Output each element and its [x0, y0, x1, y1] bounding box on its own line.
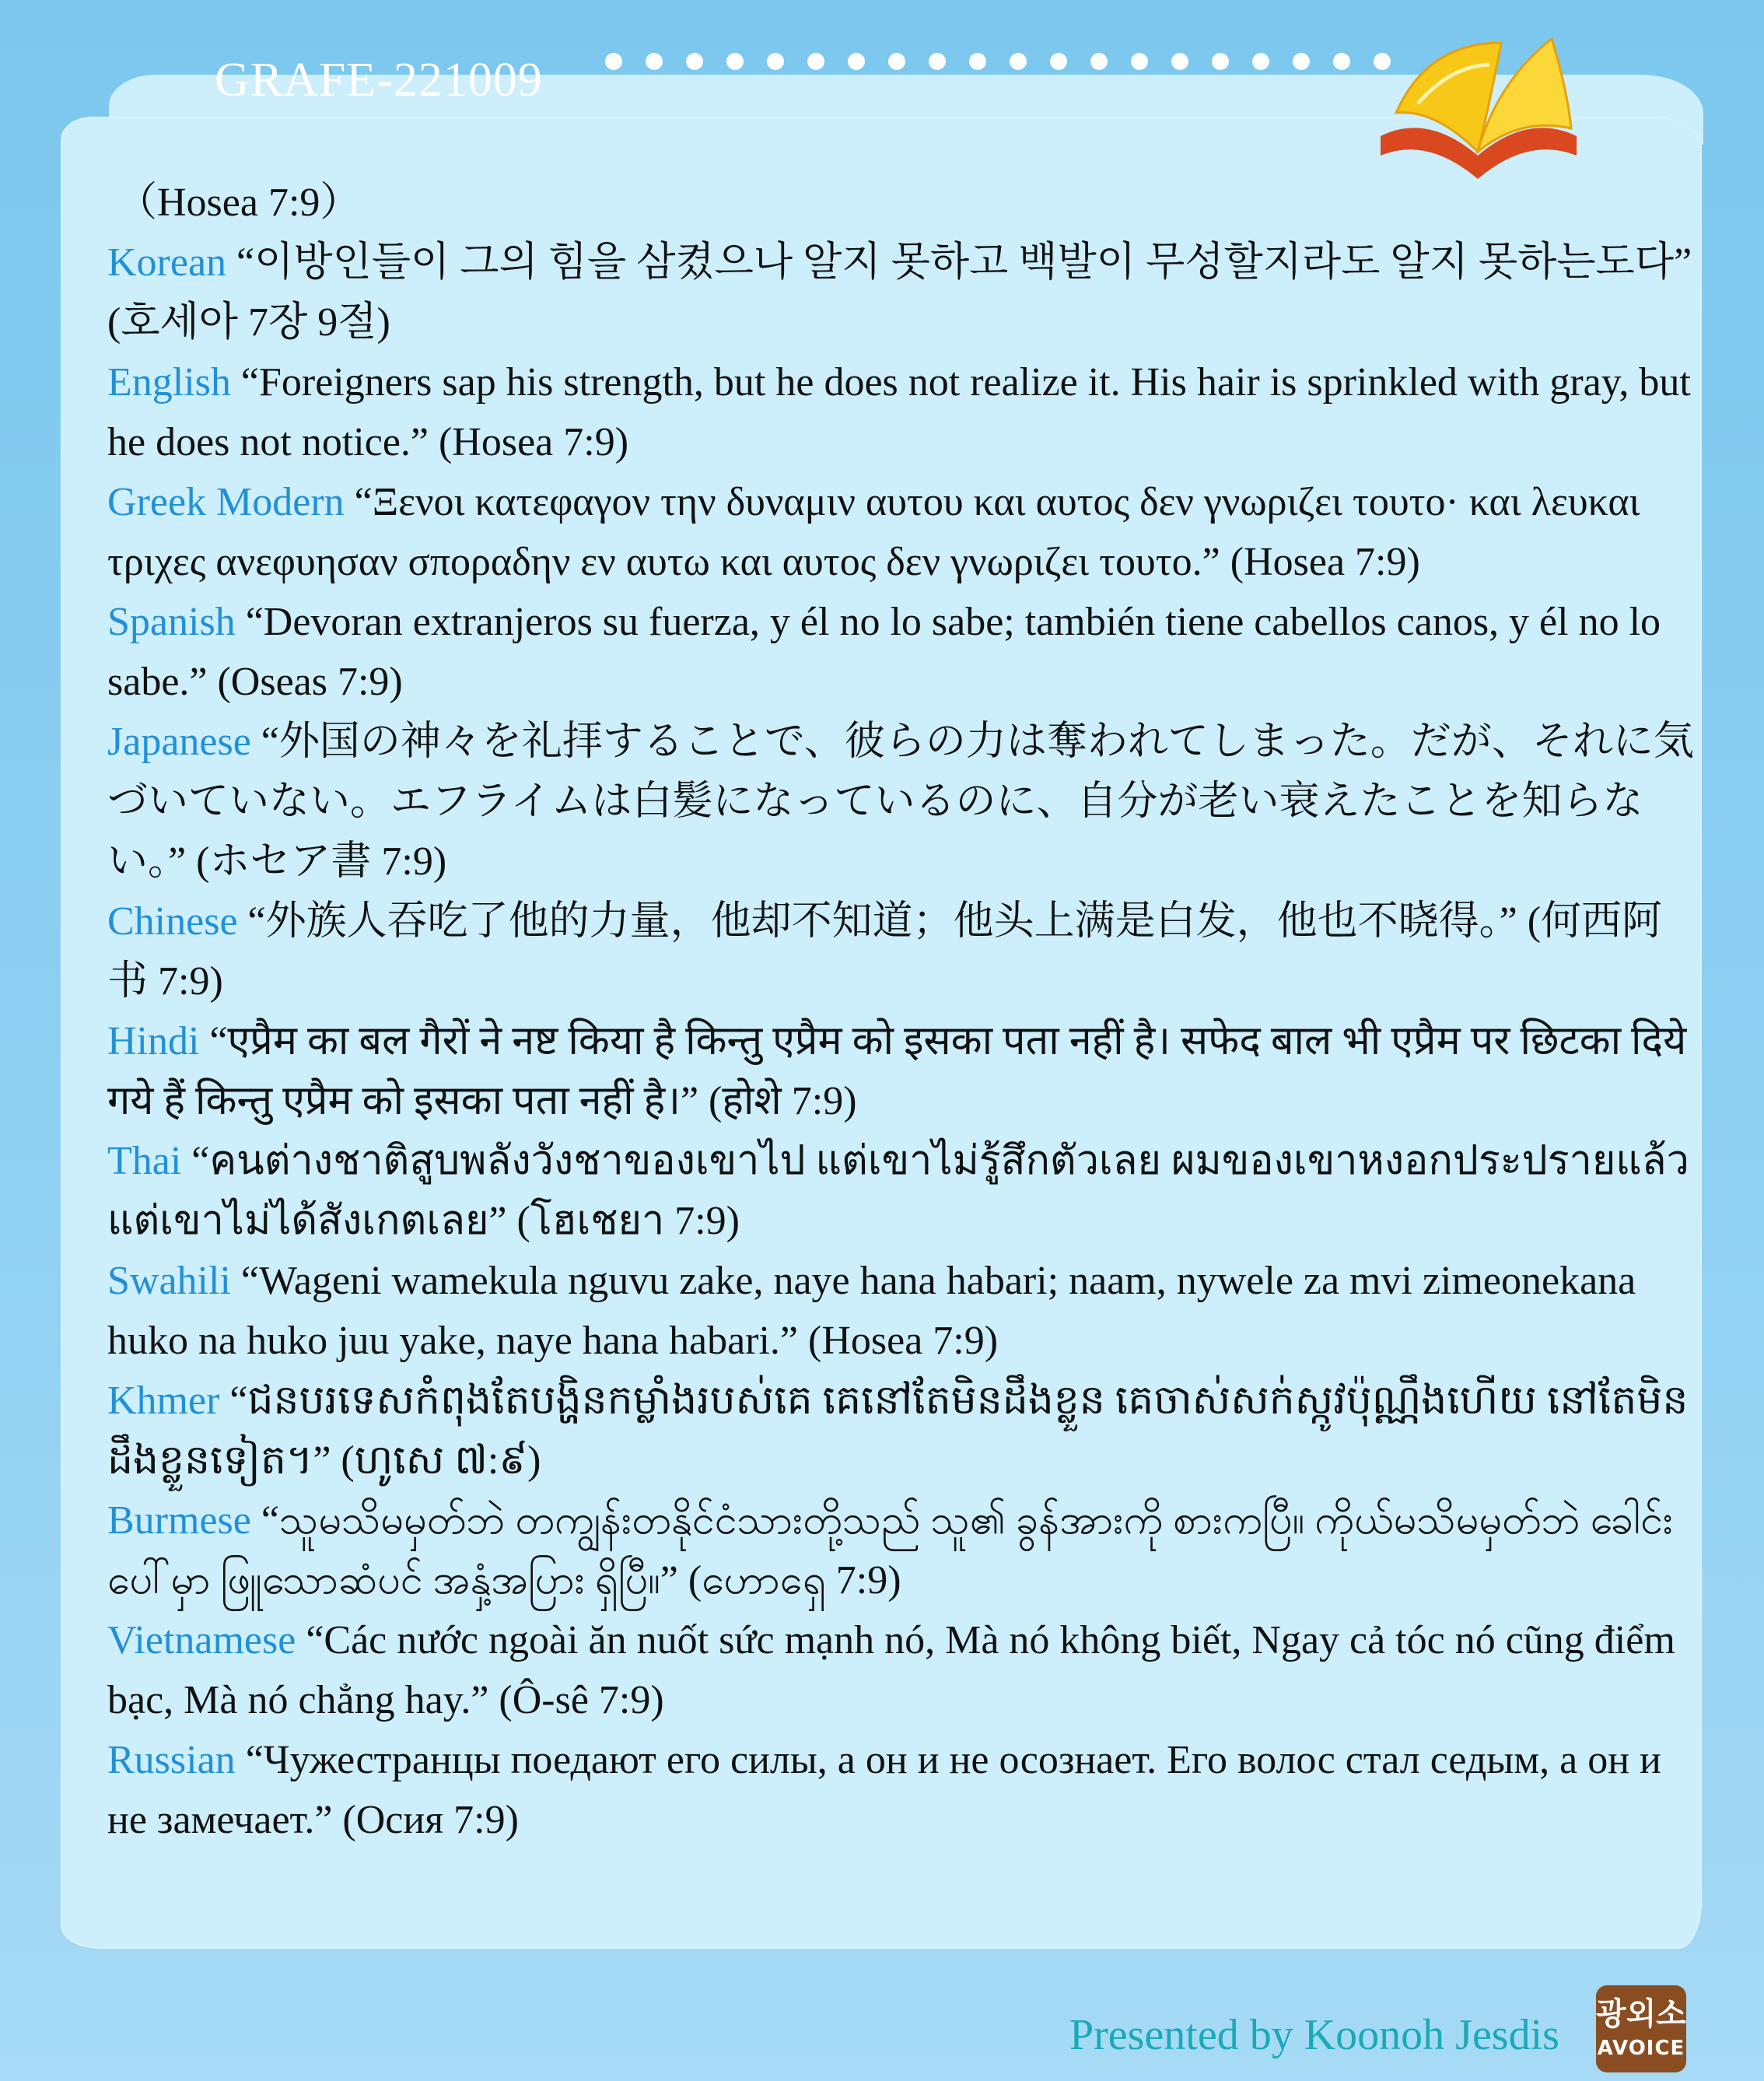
- entry-thai: [107, 1131, 1694, 1251]
- verse-reference: （Hosea 7:9）: [117, 180, 361, 225]
- logo-latin-text: AVOICE: [1597, 2037, 1685, 2060]
- language-label: Chinese: [107, 899, 238, 944]
- language-label: Russian: [107, 1738, 236, 1782]
- verse-text: “이방인들이 그의 힘을 삼켰으나 알지 못하고 백발이 무성할지라도 알지 못하는도다” (호세아 7장 9절): [107, 240, 1692, 345]
- logo-korean-text: 광외소: [1596, 1996, 1686, 2032]
- verse-text: “သူမသိမမှတ်ဘဲ တကျွန်းတနိုင်ငံသားတို့သည် သူ၏ ခွန်အားကို စားကပြီ။ ကိုယ်မသိမမှတ်ဘဲ ခေါင်း ပေါ်မှာ ဖြူသောဆံပင် အနှံ့အပြား ရှိပြီ။” (ဟောရှေ 7:9): [107, 1498, 1674, 1603]
- verse-text: “ជនបរទេសកំពុងតែបង្ហិនកម្លាំងរបស់គេ គេនៅតែមិនដឹងខ្លួន គេចាស់សក់ស្កូវប៉ុណ្ណឹងហើយ នៅតែមិនដឹងខ្លួនទៀត។” (ហូសេ ៧:៩): [107, 1379, 1689, 1483]
- open-book-icon: [1373, 19, 1583, 187]
- language-label: Swahili: [107, 1259, 231, 1303]
- entry-japanese: [107, 712, 1694, 892]
- language-label: English: [107, 360, 231, 405]
- dot-row-decoration: [605, 53, 1422, 73]
- language-label: Japanese: [107, 720, 251, 764]
- verse-text: “คนต่างชาติสูบพลังวังชาของเขาไป แต่เขาไม่รู้สึกตัวเลย ผมของเขาหงอกประปรายแล้ว แต่เขาไม่ได้สังเกตเลย” (โฮเชยา 7:9): [107, 1139, 1689, 1243]
- entry-english: [107, 352, 1694, 472]
- entry-burmese: [107, 1491, 1694, 1610]
- verse-text: “Các nước ngoài ăn nuốt sức mạnh nó, Mà nó không biết, Ngay cả tóc nó cũng điểm bạc, Mà nó chẳng hay.” (Ô-sê 7:9): [107, 1618, 1675, 1722]
- entry-chinese: [107, 892, 1694, 1011]
- entry-swahili: [107, 1251, 1694, 1371]
- language-label: Vietnamese: [107, 1618, 296, 1662]
- verse-translations: [107, 173, 1694, 1850]
- verse-text: “Devoran extranjeros su fuerza, y él no lo sabe; también tiene cabellos canos, y él no lo sabe.” (Oseas 7:9): [107, 600, 1661, 704]
- entry-russian: [107, 1730, 1694, 1850]
- verse-text: “外国の神々を礼拝することで、彼らの力は奪われてしまった。だが、それに気づいていない。エフライムは白髪になっているのに、自分が老い衰えたことを知らない。” (ホセア書 7:9): [107, 720, 1694, 884]
- entry-hindi: [107, 1011, 1694, 1131]
- entry-vietnamese: [107, 1610, 1694, 1730]
- presented-by-credit: Presented by Koonoh Jesdis: [1069, 2011, 1559, 2059]
- language-label: Hindi: [107, 1019, 200, 1063]
- entry-spanish: [107, 592, 1694, 712]
- verse-text: “एप्रैम का बल गैरों ने नष्ट किया है किन्तु एप्रैम को इसका पता नहीं है। सफेद बाल भी एप्रैम पर छिटका दिये गये हैं किन्तु एप्रैम को इसका पता नहीं है।” (होशे 7:9): [107, 1019, 1687, 1123]
- entry-greek: [107, 472, 1694, 592]
- avoice-logo: [1596, 1985, 1686, 2072]
- language-label: Khmer: [107, 1379, 220, 1423]
- verse-text: “Ξενοι κατεφαγον την δυναμιν αυτου και αυτος δεν γνωριζει τουτο· και λευκαι τριχες ανεφυησαν σποραδην εν αυτω και αυτος δεν γνωριζει τουτο.” (Hosea 7:9): [107, 480, 1640, 584]
- verse-text: “外族人吞吃了他的力量，他却不知道；他头上满是白发，他也不晓得。” (何西阿书 7:9): [107, 899, 1663, 1004]
- entry-khmer: [107, 1371, 1694, 1491]
- page-title: GRAFE-221009: [215, 54, 543, 107]
- language-label: Burmese: [107, 1498, 251, 1543]
- language-label: Korean: [107, 240, 227, 285]
- verse-text: “Чужестранцы поедают его силы, а он и не осознает. Его волос стал седым, а он и не замечает.” (Осия 7:9): [107, 1738, 1661, 1842]
- language-label: Spanish: [107, 600, 236, 644]
- language-label: Greek Modern: [107, 480, 345, 524]
- entry-korean: [107, 233, 1694, 352]
- verse-text: “Foreigners sap his strength, but he does not realize it. His hair is sprinkled with gray, but he does not notice.” (Hosea 7:9): [107, 360, 1691, 464]
- language-label: Thai: [107, 1139, 182, 1183]
- verse-text: “Wageni wamekula nguvu zake, naye hana habari; naam, nywele za mvi zimeonekana huko na huko juu yake, naye hana habari.” (Hosea 7:9): [107, 1259, 1636, 1363]
